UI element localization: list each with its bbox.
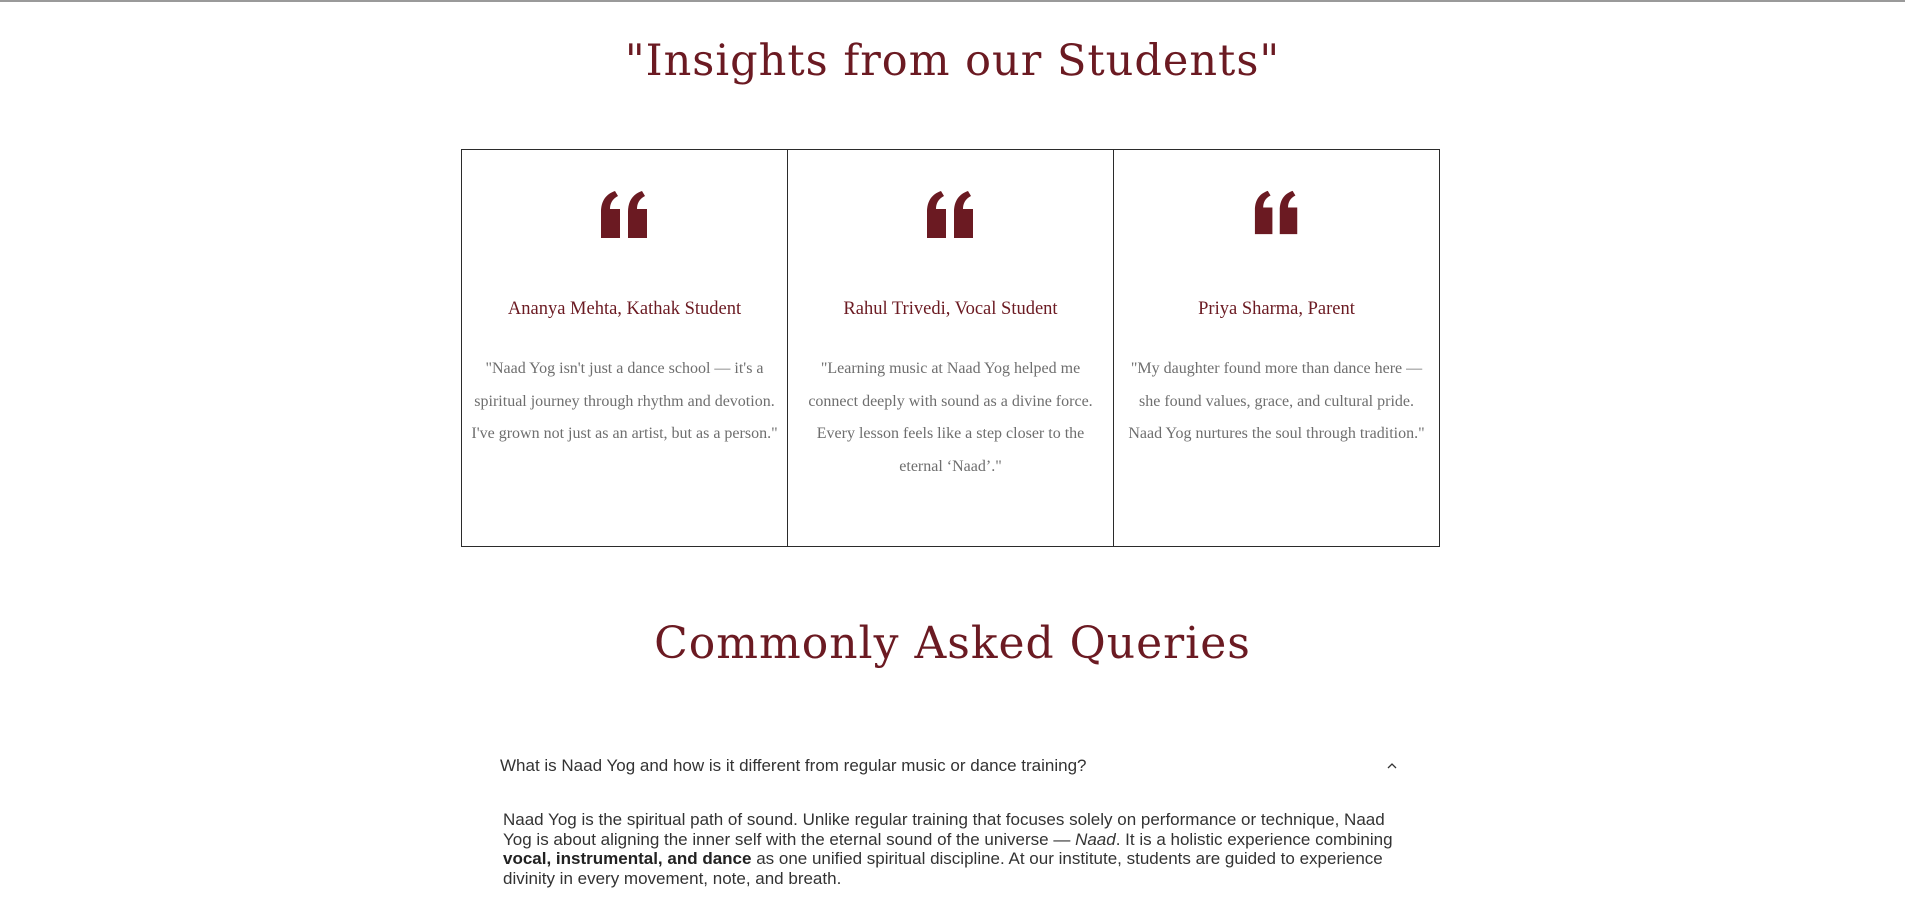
faq-answer-text: . It is a holistic experience combining: [1115, 829, 1393, 849]
quote-icon-graphic: [600, 190, 650, 240]
testimonial-author: Rahul Trivedi, Vocal Student: [843, 299, 1058, 319]
quote-icon: [788, 190, 1113, 260]
testimonial-quote: "Naad Yog isn't just a dance school — it's a spiritual journey through rhythm and devotion. I've grown not just as an artist, but as a person.": [471, 360, 778, 442]
testimonial-quote: "Learning music at Naad Yog helped me connect deeply with sound as a divine force. Every lesson feels like a step closer to the eternal ‘Naad’.": [808, 360, 1093, 475]
quote-icon: [1114, 190, 1439, 260]
faq-answer-strong: vocal, instrumental, and dance: [503, 849, 752, 868]
quote-icon-graphic: [926, 190, 976, 240]
faq-answer-text: as one unified spiritual discipline. At our institute, students are guided to experience divinity in every movement, note, and breath.: [503, 849, 1383, 888]
chevron-up-icon[interactable]: [1384, 756, 1400, 776]
faq-answer-text: Naad Yog is the spiritual path of sound. Unlike regular training that focuses solely on performance or technique, Naad Yog is about aligning the inner self with the eternal sound of the universe —: [503, 810, 1385, 849]
quote-icon: [462, 190, 787, 260]
testimonial-card: [787, 149, 1114, 547]
testimonial-card: [1113, 149, 1440, 547]
faq-question[interactable]: What is Naad Yog and how is it different from regular music or dance training?: [500, 756, 1087, 775]
faq-answer: [503, 810, 1403, 888]
testimonial-card: [461, 149, 788, 547]
quote-icon-graphic: [1254, 190, 1300, 236]
testimonials-title: "Insights from our Students": [624, 36, 1281, 86]
faq-answer-emphasis: Naad: [1075, 829, 1116, 849]
testimonial-quote: "My daughter found more than dance here — she found values, grace, and cultural pride. Naad Yog nurtures the soul through tradition.": [1128, 360, 1425, 442]
testimonial-author: Ananya Mehta, Kathak Student: [507, 299, 742, 319]
faq-title: Commonly Asked Queries: [654, 618, 1251, 669]
testimonial-author: Priya Sharma, Parent: [1198, 299, 1355, 319]
top-divider: [0, 0, 1905, 2]
testimonial-cards: [461, 149, 1440, 547]
